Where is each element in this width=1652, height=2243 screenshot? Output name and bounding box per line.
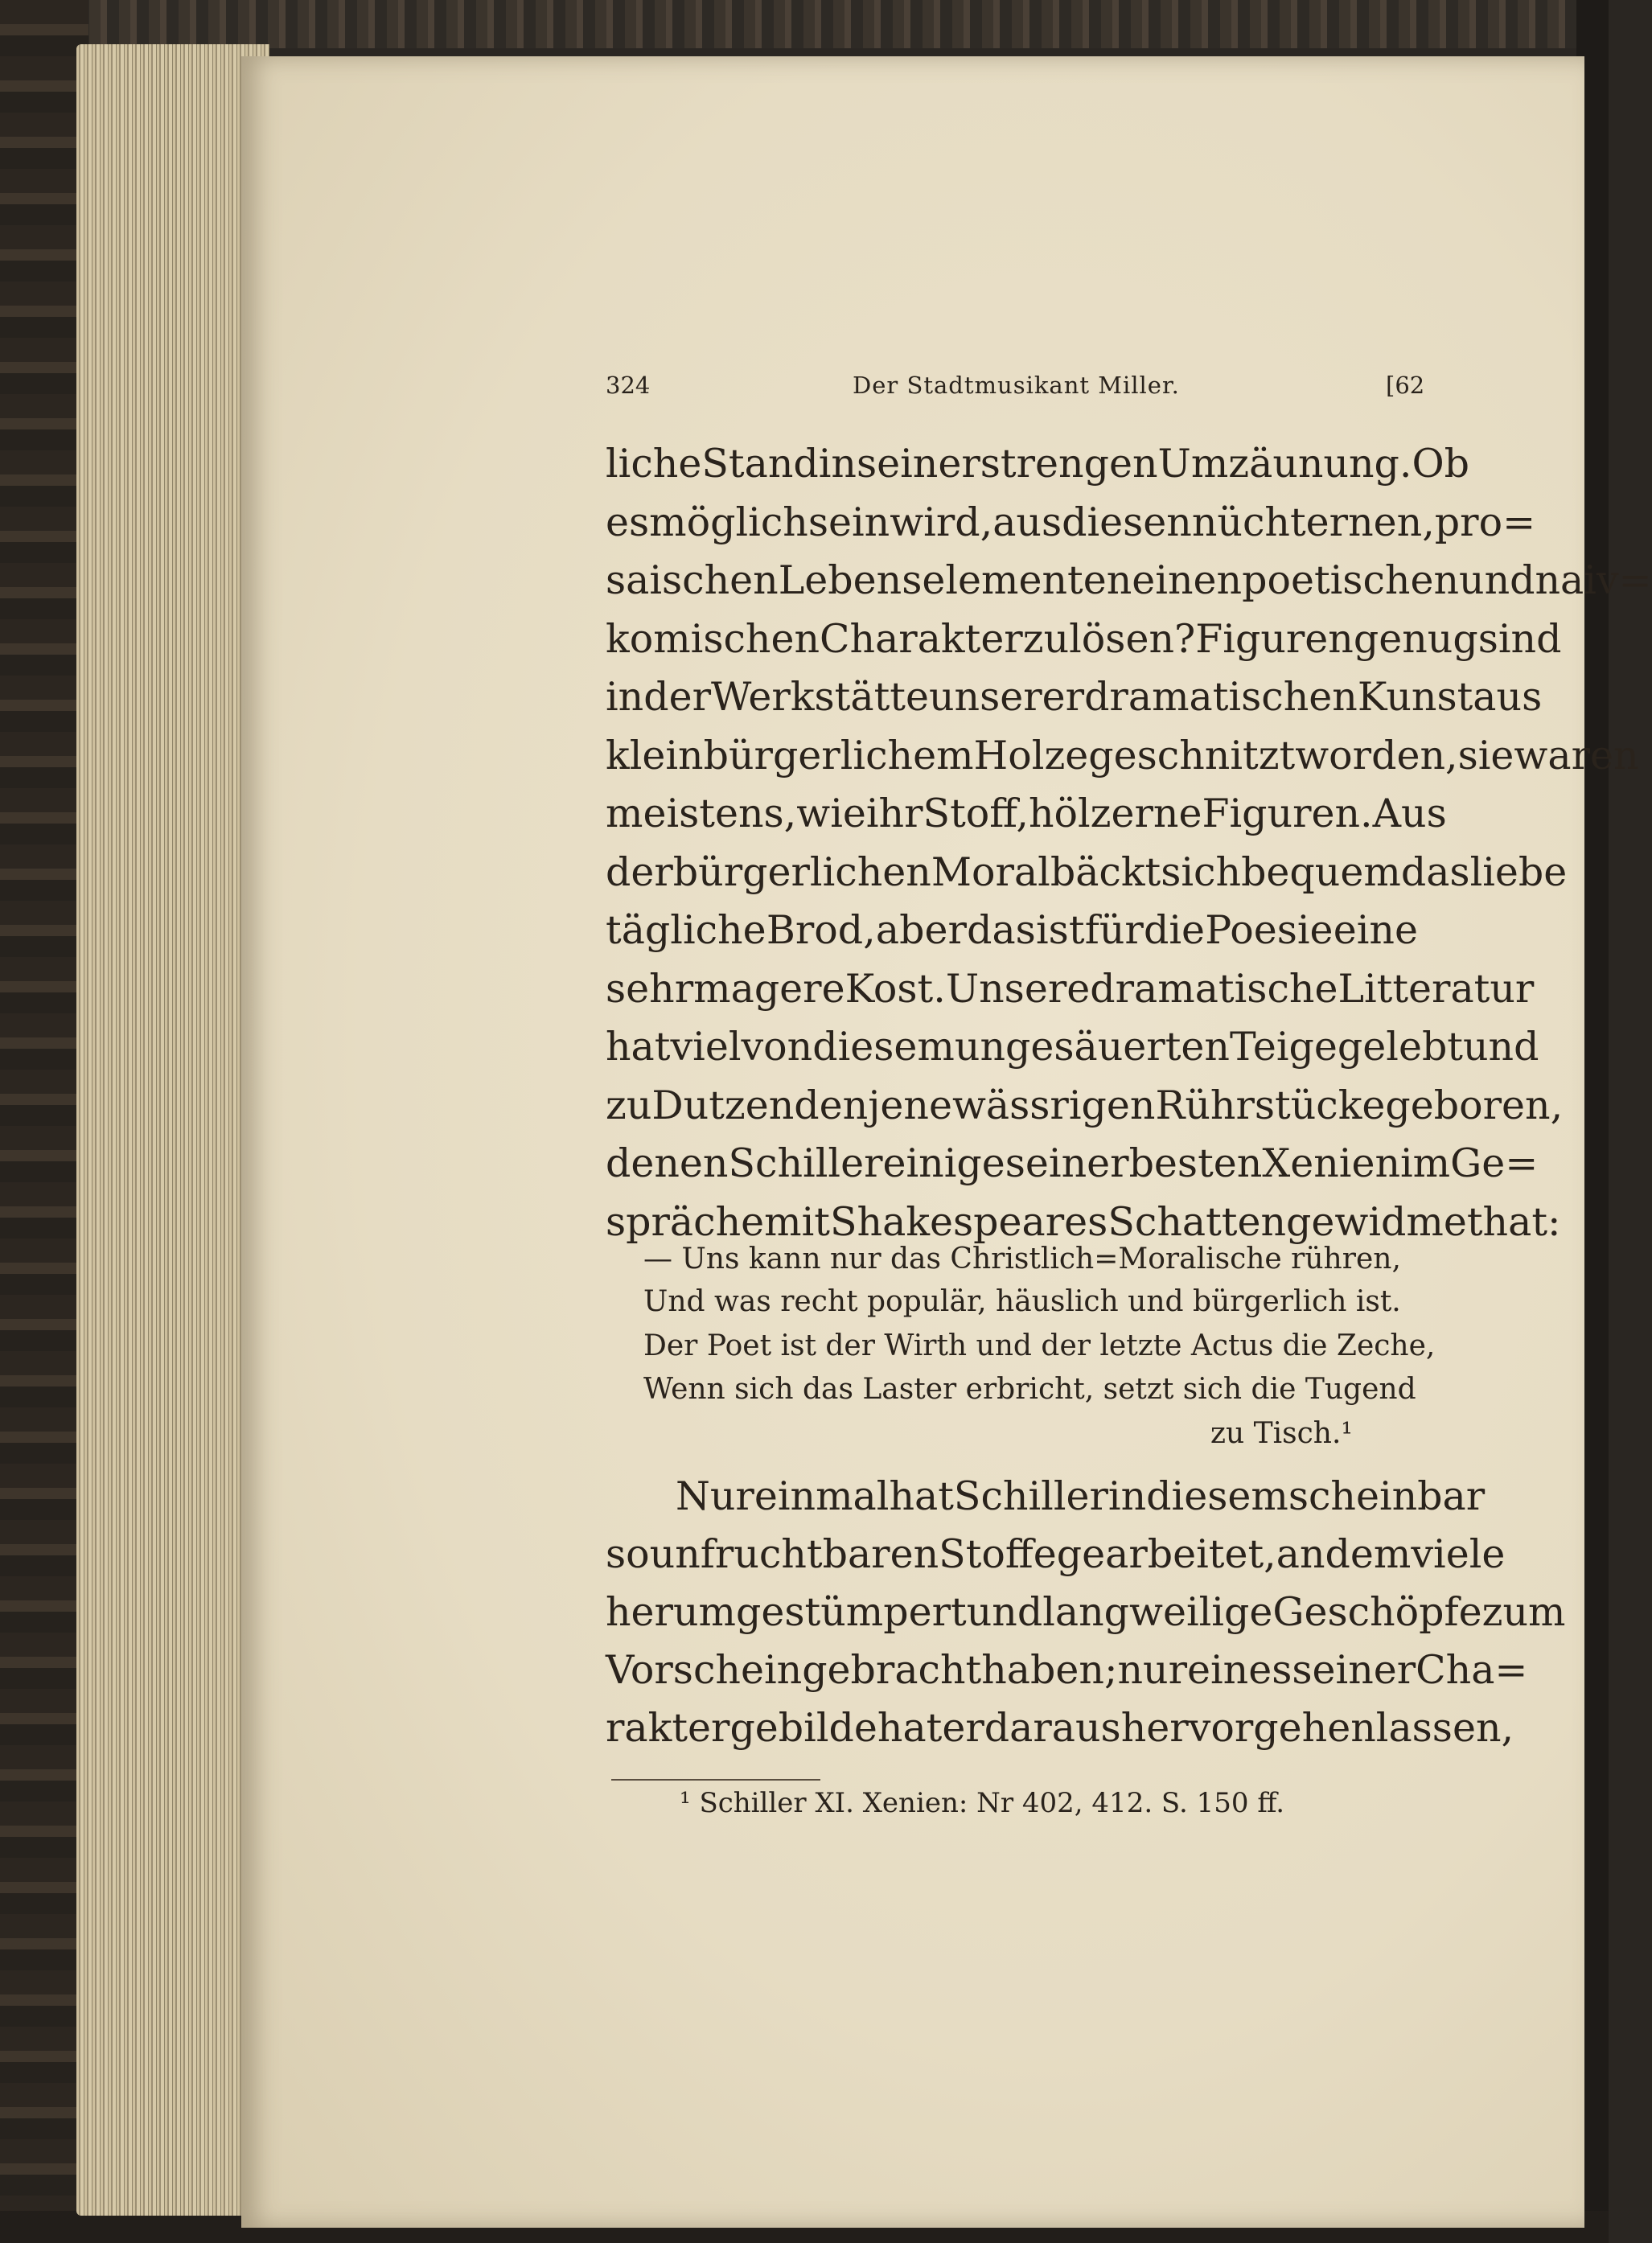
text-line: herumgestümpert und langweilige Geschöpfe zum <box>606 1589 1566 1635</box>
text-line: tägliche Brod, aber das ist für die Poesie eine <box>606 907 1418 953</box>
book-cover-left-edge <box>0 0 88 2243</box>
running-head: Der Stadtmusikant Miller. <box>853 372 1180 399</box>
page-number: 324 <box>606 372 651 399</box>
text-line: saischen Lebenselementen einen poetischen und naiv= <box>606 557 1652 603</box>
text-line: hat viel von diesem ungesäuerten Teige gelebt und <box>606 1024 1539 1070</box>
text-line: komischen Charakter zu lösen? Figuren genug sind <box>606 615 1562 662</box>
book-cover-top-edge <box>0 0 1609 48</box>
poem-line: — Uns kann nur das Christlich=Moralische rühren, <box>643 1243 1401 1276</box>
footnote-rule <box>611 1779 820 1781</box>
text-line: der bürgerlichen Moral bäckt sich bequem das liebe <box>606 848 1568 895</box>
text-line: denen Schiller einige seiner besten Xenien im Ge= <box>606 1140 1539 1186</box>
text-line: kleinbürgerlichem Holze geschnitzt worden, sie waren <box>606 732 1639 778</box>
poem-line: Wenn sich das Laster erbricht, setzt sich die Tugend <box>643 1373 1416 1406</box>
text-line: Nur einmal hat Schiller in diesem scheinbar <box>676 1473 1486 1519</box>
text-line: meistens, wie ihr Stoff, hölzerne Figuren. Aus <box>606 791 1447 836</box>
text-line: es möglich sein wird, aus diesen nüchternen, pro= <box>606 499 1536 545</box>
text-line: in der Werkstätte unserer dramatischen Kunst aus <box>606 674 1543 720</box>
poem-line: Der Poet ist der Wirth und der letzte Actus die Zeche, <box>643 1329 1436 1362</box>
text-line: zu Dutzenden jene wässrigen Rührstücke geboren, <box>606 1082 1564 1128</box>
text-line: raktergebilde hat er daraus hervorgehen lassen, <box>606 1705 1514 1751</box>
poem-line: Und was recht populär, häuslich und bürgerlich ist. <box>643 1285 1401 1318</box>
bracket-page-number: [62 <box>1386 372 1425 399</box>
text-line: Vorschein gebracht haben; nur eines seiner Cha= <box>606 1647 1528 1693</box>
poem-line: zu Tisch.¹ <box>1210 1417 1353 1450</box>
stacked-page-edges <box>76 44 269 2216</box>
text-line: sehr magere Kost. Unsere dramatische Litteratur <box>606 965 1535 1012</box>
text-line: so unfruchtbaren Stoffe gearbeitet, an dem viele <box>606 1531 1506 1577</box>
footnote: ¹ Schiller XI. Xenien: Nr 402, 412. S. 150 ff. <box>680 1787 1285 1819</box>
text-line: liche Stand in seiner strengen Umzäunung. Ob <box>606 441 1470 487</box>
text-line: spräche mit Shakespeares Schatten gewidmet hat: <box>606 1198 1561 1245</box>
